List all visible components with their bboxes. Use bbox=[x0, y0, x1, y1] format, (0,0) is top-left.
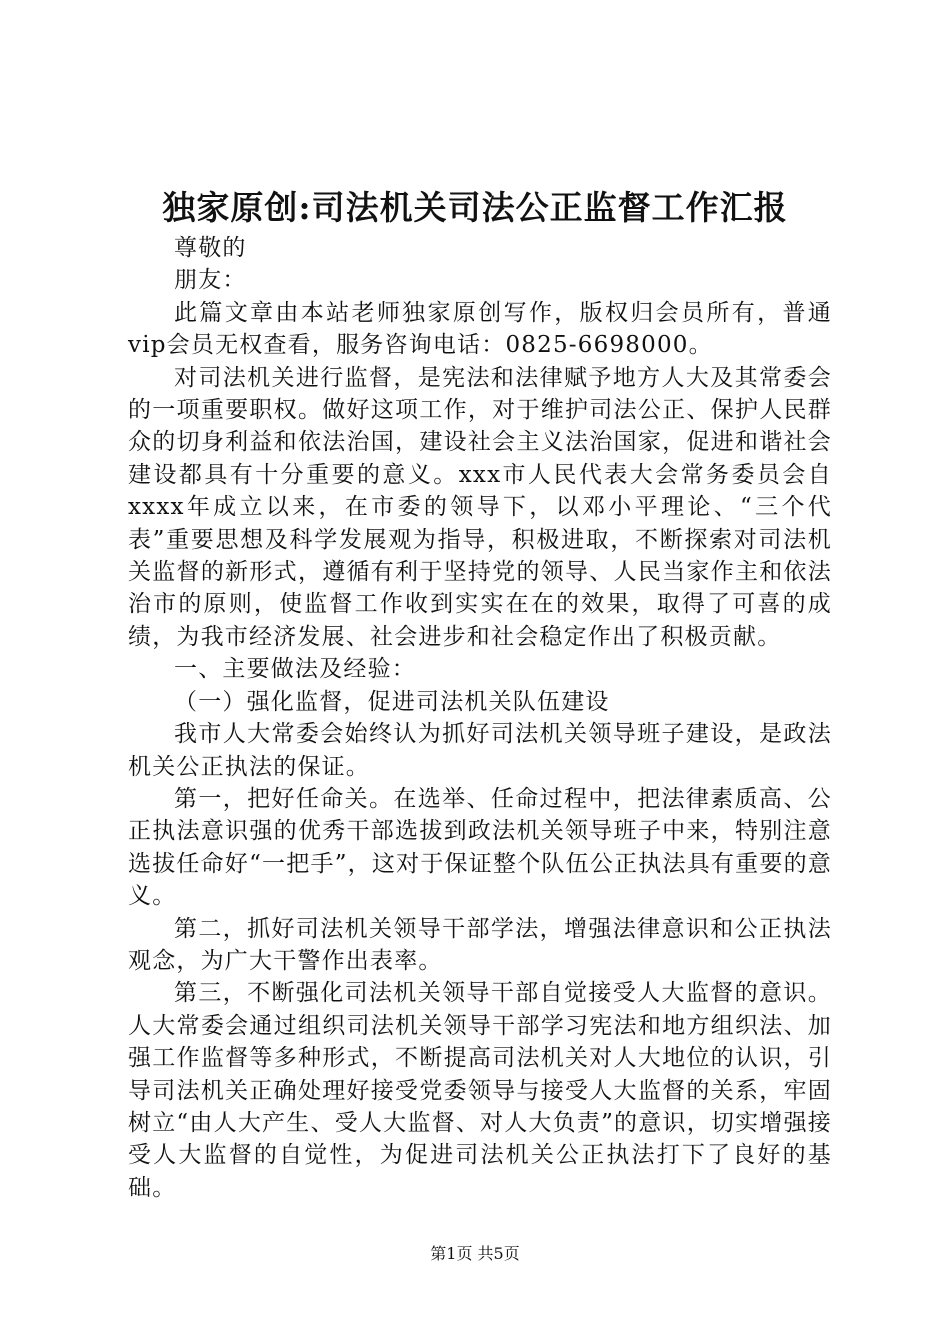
body-paragraph: 对司法机关进行监督，是宪法和法律赋予地方人大及其常委会的一项重要职权。做好这项工作，对于维护司法公正、保护人民群众的切身利益和依法治国，建设社会主义法治国家，促进和谐社会建设都具有十分重要的意义。xxx市人民代表大会常务委员会自xxxx年成立以来，在市委的领导下，以邓小平理论、“三个代表”重要思想及科学发展观为指导，积极进取，不断探索对司法机关监督的新形式，遵循有利于坚持党的领导、人民当家作主和依法治市的原则，使监督工作收到实实在在的效果，取得了可喜的成绩，为我市经济发展、社会进步和社会稳定作出了积极贡献。 bbox=[128, 364, 832, 650]
page-footer: 第1页 共5页 bbox=[430, 1244, 520, 1263]
section-heading: 一、主要做法及经验： bbox=[174, 656, 416, 683]
salutation-line-1: 尊敬的 bbox=[174, 235, 247, 261]
body-paragraph: 第三，不断强化司法机关领导干部自觉接受人大监督的意识。人大常委会通过组织司法机关领导干部学习宪法和地方组织法、加强工作监督等多种形式，不断提高司法机关对人大地位的认识，引导司法机关正确处理好接受党委领导与接受人大监督的关系，牢固树立“由人大产生、受人大监督、对人大负责”的意识，切实增强接受人大监督的自觉性，为促进司法机关公正执法打下了良好的基础。 bbox=[128, 980, 832, 1201]
subsection-heading: （一）强化监督，促进司法机关队伍建设 bbox=[174, 688, 610, 715]
document-title: 独家原创:司法机关司法公正监督工作汇报 bbox=[162, 188, 788, 227]
body-paragraph: 我市人大常委会始终认为抓好司法机关领导班子建设，是政法机关公正执法的保证。 bbox=[128, 721, 832, 780]
salutation-line-2: 朋友： bbox=[174, 267, 247, 294]
copyright-notice: 此篇文章由本站老师独家原创写作，版权归会员所有，普通vip会员无权查看，服务咨询电话：0825-6698000。 bbox=[128, 299, 832, 359]
body-paragraph: 第一，把好任命关。在选举、任命过程中，把法律素质高、公正执法意识强的优秀干部选拔到政法机关领导班子中来，特别注意选拔任命好“一把手”，这对于保证整个队伍公正执法具有重要的意义。 bbox=[128, 785, 832, 910]
body-paragraph: 第二，抓好司法机关领导干部学法，增强法律意识和公正执法观念，为广大干警作出表率。 bbox=[128, 915, 832, 974]
document-body bbox=[128, 232, 832, 1204]
